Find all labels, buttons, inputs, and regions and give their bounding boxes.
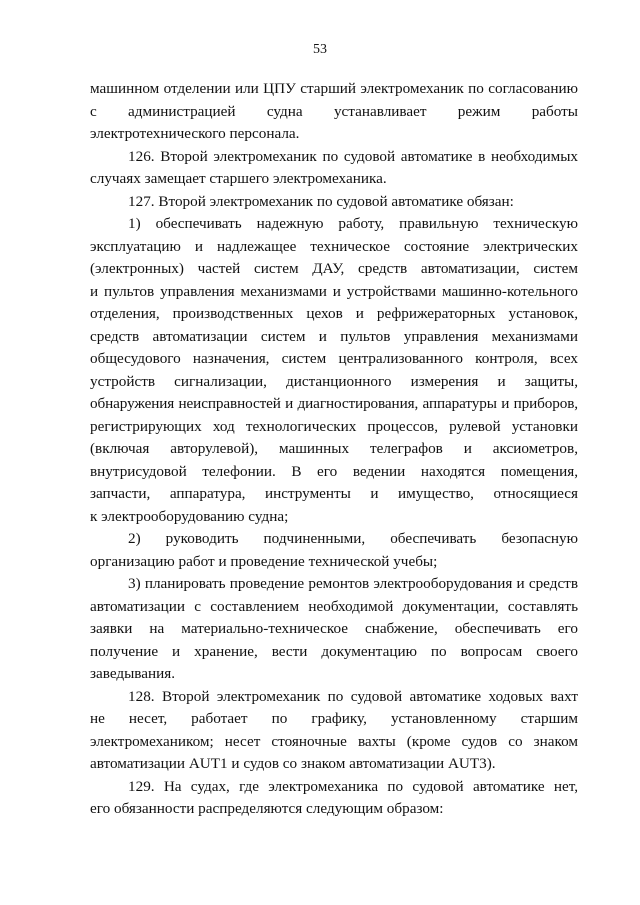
text-line: его обязанности распределяются следующим образом:	[90, 800, 444, 817]
text-line: средств автоматизации систем и пультов управления механизмами	[90, 327, 578, 345]
text-line: получение и хранение, вести документацию по вопросам своего	[90, 642, 578, 660]
text-line: внутрисудовой телефонии. В его ведении находятся помещения,	[90, 462, 578, 480]
text-line: (включая авторулевой), машинных телеграфов и аксиометров,	[90, 440, 578, 457]
text-line: заявки на материально-техническое снабжение, обеспечивать его	[90, 620, 578, 637]
text-line: 1) обеспечивать надежную работу, правильную техническую	[128, 215, 578, 232]
text-line: 127. Второй электромеханик по судовой автоматике обязан:	[128, 192, 514, 210]
text-line: заведывания.	[90, 665, 176, 682]
text-line: обнаружения неисправностей и диагностирования, аппаратуры и приборов,	[90, 395, 578, 412]
text-line: с администрацией судна устанавливает режим работы	[90, 102, 578, 120]
text-line: случаях замещает старшего электромеханика.	[90, 170, 387, 187]
text-line: автоматизации с составлением необходимой документации, составлять	[90, 597, 578, 615]
text-line: 129. На судах, где электромеханика по судовой автоматике нет,	[128, 777, 578, 795]
text-line: не несет, работает по графику, установленному старшим	[90, 710, 578, 727]
text-line: организацию работ и проведение технической учебы;	[90, 552, 438, 570]
text-line: 126. Второй электромеханик по судовой автоматике в необходимых	[128, 147, 578, 165]
text-line: и пультов управления механизмами и устройствами машинно-котельного	[90, 282, 578, 300]
text-line: электромехаником; несет стояночные вахты (кроме судов со знаком	[90, 732, 578, 750]
text-line: отделения, производственных цехов и рефрижераторных установок,	[90, 305, 578, 322]
text-line: (электронных) частей систем ДАУ, средств автоматизации, систем	[90, 260, 578, 277]
text-line: регистрирующих ход технологических процессов, рулевой установки	[90, 417, 578, 435]
text-line: машинном отделении или ЦПУ старший электромеханик по согласованию	[90, 80, 578, 97]
text-line: запчасти, аппаратура, инструменты и имущество, относящиеся	[90, 485, 578, 502]
text-line: автоматизации AUT1 и судов со знаком автоматизации AUT3).	[90, 755, 496, 772]
text-line: 128. Второй электромеханик по судовой автоматике ходовых вахт	[128, 687, 578, 705]
text-line: эксплуатацию и надлежащее техническое состояние электрических	[90, 237, 578, 255]
text-line: устройств сигнализации, дистанционного измерения и защиты,	[90, 372, 578, 390]
text-line: общесудового назначения, систем централизованного контроля, всех	[90, 350, 578, 367]
body-text	[90, 78, 578, 821]
page-number: 53	[313, 42, 327, 57]
text-line: электротехнического персонала.	[90, 125, 300, 142]
text-line: 2) руководить подчиненными, обеспечивать безопасную	[128, 530, 578, 547]
text-line: 3) планировать проведение ремонтов электрооборудования и средств	[128, 575, 578, 592]
text-line: к электрооборудованию судна;	[90, 507, 289, 525]
